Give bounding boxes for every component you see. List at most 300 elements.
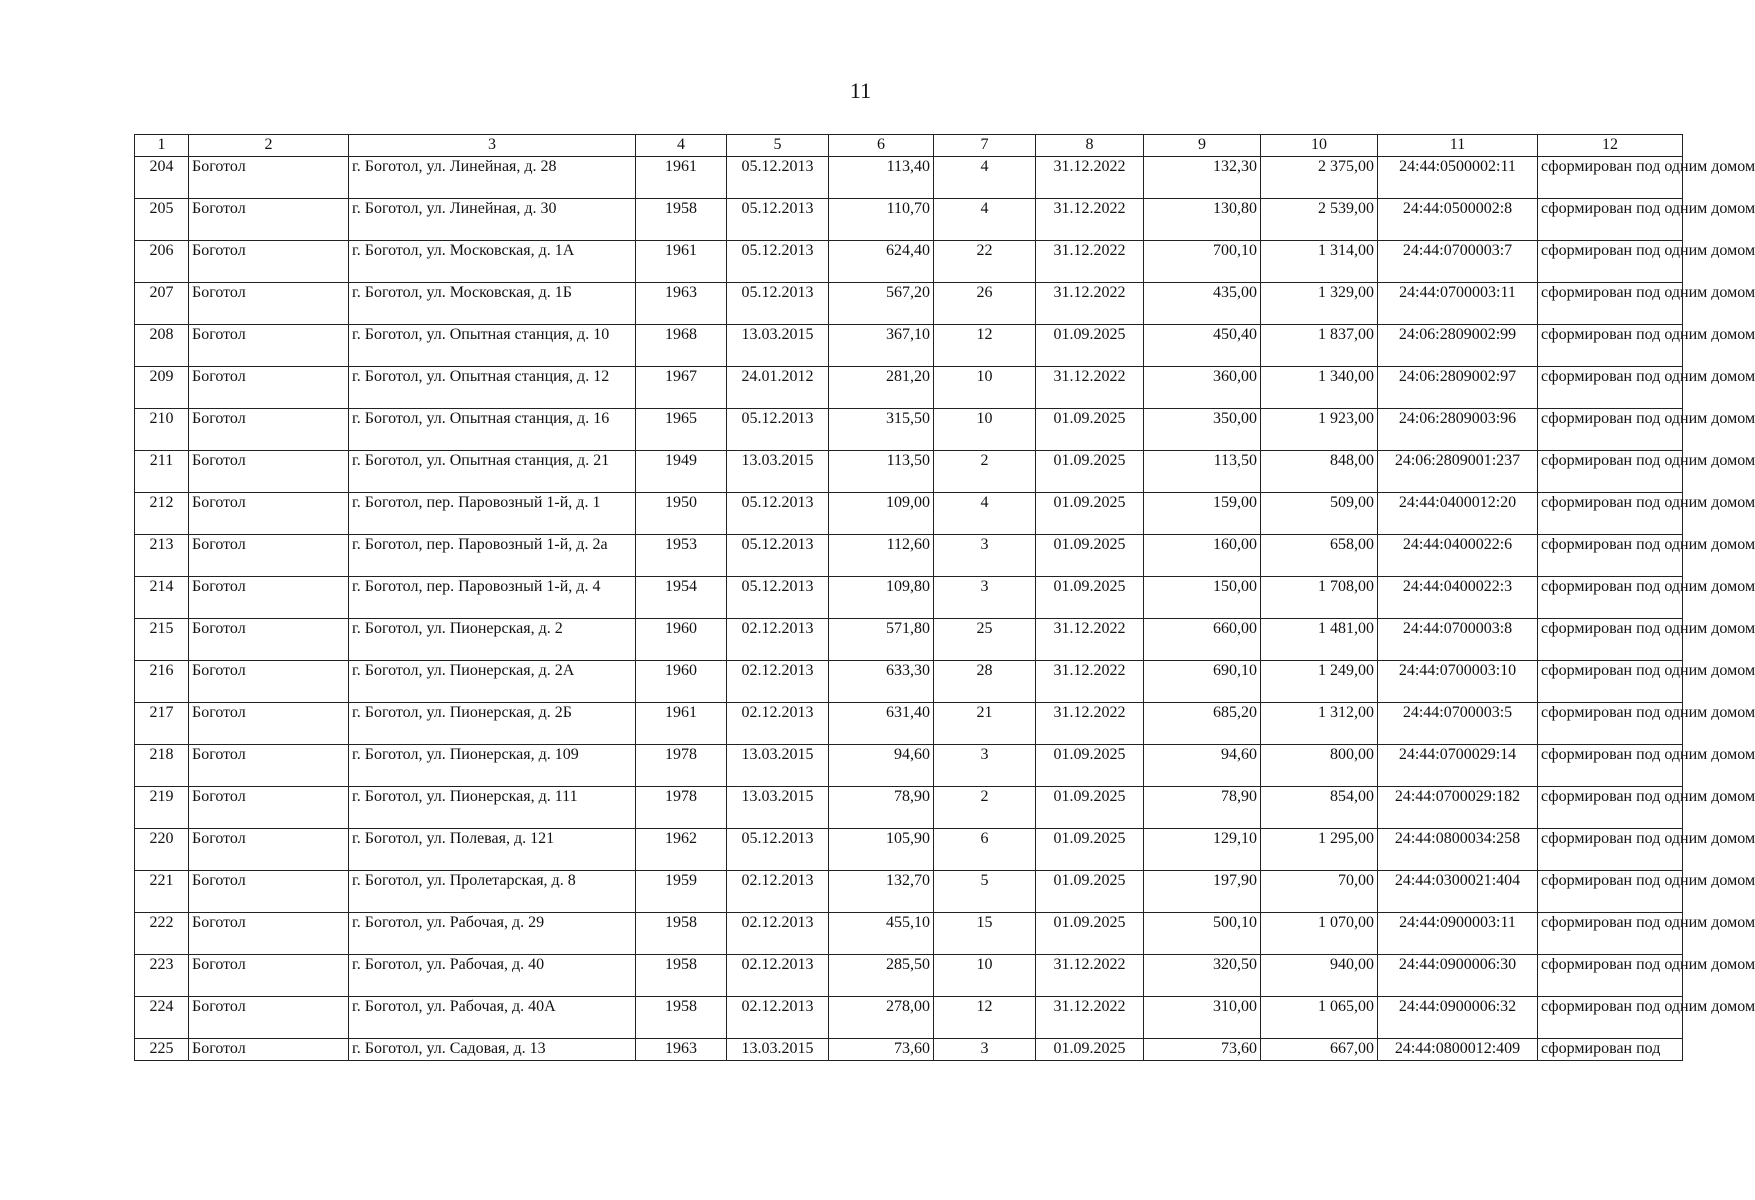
cell-total-area: 197,90 <box>1144 871 1261 913</box>
column-header: 9 <box>1144 135 1261 157</box>
cell-address: г. Боготол, ул. Пионерская, д. 111 <box>349 787 636 829</box>
table-body <box>135 157 1755 1061</box>
cell-build-year: 1958 <box>636 199 727 241</box>
cell-cadastral-number: 24:44:0400022:3 <box>1378 577 1538 619</box>
cell-address: г. Боготол, ул. Опытная станция, д. 12 <box>349 367 636 409</box>
cell-land-status: сформирован под одним домом <box>1538 661 1683 703</box>
cell-area: 315,50 <box>829 409 934 451</box>
cell-address: г. Боготол, ул. Рабочая, д. 29 <box>349 913 636 955</box>
cell-row-number: 211 <box>135 451 189 493</box>
cell-build-year: 1949 <box>636 451 727 493</box>
cell-build-year: 1961 <box>636 703 727 745</box>
table-row <box>135 283 1683 325</box>
cell-row-number: 208 <box>135 325 189 367</box>
cell-inclusion-date: 13.03.2015 <box>727 451 829 493</box>
cell-residents: 10 <box>934 409 1036 451</box>
column-header: 7 <box>934 135 1036 157</box>
cell-inclusion-date: 24.01.2012 <box>727 367 829 409</box>
cell-total-area: 130,80 <box>1144 199 1261 241</box>
cell-land-status: сформирован под одним домом <box>1538 283 1683 325</box>
cell-relocation-deadline: 01.09.2025 <box>1036 745 1144 787</box>
cell-cadastral-number: 24:44:0700029:182 <box>1378 787 1538 829</box>
cell-land-area: 1 481,00 <box>1261 619 1378 661</box>
cell-inclusion-date: 13.03.2015 <box>727 745 829 787</box>
table-row <box>135 1039 1683 1061</box>
cell-inclusion-date: 05.12.2013 <box>727 283 829 325</box>
cell-land-status: сформирован под одним домом <box>1538 997 1683 1039</box>
table-row <box>135 577 1683 619</box>
cell-land-area: 1 312,00 <box>1261 703 1378 745</box>
table-row <box>135 829 1683 871</box>
cell-residents: 10 <box>934 367 1036 409</box>
cell-residents: 2 <box>934 787 1036 829</box>
cell-relocation-deadline: 31.12.2022 <box>1036 241 1144 283</box>
cell-inclusion-date: 02.12.2013 <box>727 661 829 703</box>
cell-address: г. Боготол, ул. Пионерская, д. 2 <box>349 619 636 661</box>
cell-total-area: 132,30 <box>1144 157 1261 199</box>
page-number: 11 <box>849 78 872 103</box>
cell-total-area: 690,10 <box>1144 661 1261 703</box>
cell-residents: 3 <box>934 1039 1036 1061</box>
column-header: 8 <box>1036 135 1144 157</box>
cell-address: г. Боготол, ул. Опытная станция, д. 21 <box>349 451 636 493</box>
cell-area: 109,80 <box>829 577 934 619</box>
column-header: 10 <box>1261 135 1378 157</box>
cell-row-number: 214 <box>135 577 189 619</box>
cell-relocation-deadline: 31.12.2022 <box>1036 619 1144 661</box>
cell-address: г. Боготол, ул. Опытная станция, д. 10 <box>349 325 636 367</box>
cell-relocation-deadline: 31.12.2022 <box>1036 367 1144 409</box>
cell-relocation-deadline: 31.12.2022 <box>1036 955 1144 997</box>
cell-land-area: 800,00 <box>1261 745 1378 787</box>
cell-municipality: Боготол <box>189 199 349 241</box>
cell-municipality: Боготол <box>189 157 349 199</box>
table-row <box>135 913 1683 955</box>
table-row <box>135 199 1683 241</box>
cell-inclusion-date: 02.12.2013 <box>727 703 829 745</box>
cell-row-number: 223 <box>135 955 189 997</box>
cell-cadastral-number: 24:06:2809003:96 <box>1378 409 1538 451</box>
cell-municipality: Боготол <box>189 745 349 787</box>
cell-cadastral-number: 24:44:0900003:11 <box>1378 913 1538 955</box>
column-header: 2 <box>189 135 349 157</box>
cell-total-area: 350,00 <box>1144 409 1261 451</box>
cell-relocation-deadline: 01.09.2025 <box>1036 577 1144 619</box>
column-header: 6 <box>829 135 934 157</box>
table-row <box>135 661 1683 703</box>
cell-cadastral-number: 24:44:0700003:7 <box>1378 241 1538 283</box>
table-row <box>135 409 1683 451</box>
cell-address: г. Боготол, ул. Московская, д. 1Б <box>349 283 636 325</box>
cell-inclusion-date: 05.12.2013 <box>727 493 829 535</box>
cell-build-year: 1953 <box>636 535 727 577</box>
table-row <box>135 325 1683 367</box>
cell-land-area: 940,00 <box>1261 955 1378 997</box>
cell-relocation-deadline: 01.09.2025 <box>1036 409 1144 451</box>
cell-row-number: 209 <box>135 367 189 409</box>
cell-cadastral-number: 24:44:0400012:20 <box>1378 493 1538 535</box>
cell-cadastral-number: 24:06:2809001:237 <box>1378 451 1538 493</box>
cell-land-area: 1 923,00 <box>1261 409 1378 451</box>
cell-municipality: Боготол <box>189 997 349 1039</box>
cell-build-year: 1958 <box>636 955 727 997</box>
cell-area: 132,70 <box>829 871 934 913</box>
cell-municipality: Боготол <box>189 787 349 829</box>
cell-relocation-deadline: 31.12.2022 <box>1036 283 1144 325</box>
cell-cadastral-number: 24:44:0700003:8 <box>1378 619 1538 661</box>
cell-cadastral-number: 24:44:0800034:258 <box>1378 829 1538 871</box>
table-row <box>135 619 1683 661</box>
cell-total-area: 73,60 <box>1144 1039 1261 1061</box>
cell-land-area: 658,00 <box>1261 535 1378 577</box>
cell-inclusion-date: 05.12.2013 <box>727 241 829 283</box>
cell-build-year: 1960 <box>636 661 727 703</box>
table-row <box>135 367 1683 409</box>
cell-inclusion-date: 05.12.2013 <box>727 409 829 451</box>
cell-total-area: 159,00 <box>1144 493 1261 535</box>
cell-inclusion-date: 02.12.2013 <box>727 619 829 661</box>
cell-municipality: Боготол <box>189 619 349 661</box>
cell-address: г. Боготол, ул. Пионерская, д. 109 <box>349 745 636 787</box>
cell-address: г. Боготол, пер. Паровозный 1-й, д. 2а <box>349 535 636 577</box>
column-number-row <box>135 135 1683 157</box>
table-row <box>135 955 1683 997</box>
cell-inclusion-date: 02.12.2013 <box>727 955 829 997</box>
cell-build-year: 1961 <box>636 157 727 199</box>
cell-row-number: 205 <box>135 199 189 241</box>
cell-address: г. Боготол, ул. Линейная, д. 28 <box>349 157 636 199</box>
cell-inclusion-date: 13.03.2015 <box>727 325 829 367</box>
cell-build-year: 1954 <box>636 577 727 619</box>
cell-total-area: 129,10 <box>1144 829 1261 871</box>
cell-address: г. Боготол, пер. Паровозный 1-й, д. 1 <box>349 493 636 535</box>
cell-cadastral-number: 24:44:0700003:11 <box>1378 283 1538 325</box>
cell-municipality: Боготол <box>189 325 349 367</box>
cell-cadastral-number: 24:44:0400022:6 <box>1378 535 1538 577</box>
cell-land-status: сформирован под одним домом <box>1538 913 1683 955</box>
cell-area: 113,50 <box>829 451 934 493</box>
cell-row-number: 217 <box>135 703 189 745</box>
cell-inclusion-date: 05.12.2013 <box>727 157 829 199</box>
cell-row-number: 225 <box>135 1039 189 1061</box>
cell-relocation-deadline: 31.12.2022 <box>1036 199 1144 241</box>
cell-relocation-deadline: 01.09.2025 <box>1036 325 1144 367</box>
cell-land-area: 1 314,00 <box>1261 241 1378 283</box>
cell-total-area: 450,40 <box>1144 325 1261 367</box>
cell-land-area: 854,00 <box>1261 787 1378 829</box>
cell-address: г. Боготол, ул. Линейная, д. 30 <box>349 199 636 241</box>
cell-build-year: 1961 <box>636 241 727 283</box>
cell-residents: 25 <box>934 619 1036 661</box>
table-row <box>135 493 1683 535</box>
cell-area: 367,10 <box>829 325 934 367</box>
table-row <box>135 157 1683 199</box>
cell-relocation-deadline: 01.09.2025 <box>1036 829 1144 871</box>
cell-inclusion-date: 05.12.2013 <box>727 829 829 871</box>
cell-residents: 2 <box>934 451 1036 493</box>
cell-residents: 15 <box>934 913 1036 955</box>
cell-total-area: 500,10 <box>1144 913 1261 955</box>
table-row <box>135 997 1683 1039</box>
cell-municipality: Боготол <box>189 661 349 703</box>
cell-address: г. Боготол, ул. Полевая, д. 121 <box>349 829 636 871</box>
cell-residents: 6 <box>934 829 1036 871</box>
cell-municipality: Боготол <box>189 241 349 283</box>
cell-land-status: сформирован под одним домом <box>1538 241 1683 283</box>
cell-residents: 10 <box>934 955 1036 997</box>
cell-area: 110,70 <box>829 199 934 241</box>
cell-relocation-deadline: 01.09.2025 <box>1036 871 1144 913</box>
table-row <box>135 703 1683 745</box>
cell-total-area: 150,00 <box>1144 577 1261 619</box>
cell-address: г. Боготол, ул. Московская, д. 1А <box>349 241 636 283</box>
cell-land-area: 1 708,00 <box>1261 577 1378 619</box>
cell-land-status: сформирован под одним домом <box>1538 451 1683 493</box>
cell-inclusion-date: 02.12.2013 <box>727 913 829 955</box>
cell-municipality: Боготол <box>189 367 349 409</box>
cell-row-number: 210 <box>135 409 189 451</box>
cell-residents: 4 <box>934 199 1036 241</box>
cell-land-status: сформирован под одним домом <box>1538 829 1683 871</box>
cell-area: 112,60 <box>829 535 934 577</box>
cell-relocation-deadline: 31.12.2022 <box>1036 703 1144 745</box>
cell-row-number: 224 <box>135 997 189 1039</box>
cell-municipality: Боготол <box>189 955 349 997</box>
cell-municipality: Боготол <box>189 913 349 955</box>
cell-cadastral-number: 24:44:0800012:409 <box>1378 1039 1538 1061</box>
cell-relocation-deadline: 01.09.2025 <box>1036 493 1144 535</box>
cell-address: г. Боготол, ул. Садовая, д. 13 <box>349 1039 636 1061</box>
cell-municipality: Боготол <box>189 871 349 913</box>
cell-land-status: сформирован под одним домом <box>1538 703 1683 745</box>
cell-area: 113,40 <box>829 157 934 199</box>
cell-land-area: 1 295,00 <box>1261 829 1378 871</box>
cell-inclusion-date: 02.12.2013 <box>727 997 829 1039</box>
cell-inclusion-date: 05.12.2013 <box>727 577 829 619</box>
cell-relocation-deadline: 31.12.2022 <box>1036 997 1144 1039</box>
cell-total-area: 360,00 <box>1144 367 1261 409</box>
cell-cadastral-number: 24:44:0700029:14 <box>1378 745 1538 787</box>
cell-area: 624,40 <box>829 241 934 283</box>
cell-land-status: сформирован под <box>1538 1039 1683 1061</box>
cell-land-status: сформирован под одним домом <box>1538 493 1683 535</box>
cell-cadastral-number: 24:44:0900006:30 <box>1378 955 1538 997</box>
cell-residents: 4 <box>934 493 1036 535</box>
table-row <box>135 451 1683 493</box>
cell-residents: 4 <box>934 157 1036 199</box>
cell-area: 455,10 <box>829 913 934 955</box>
cell-build-year: 1978 <box>636 745 727 787</box>
cell-inclusion-date: 05.12.2013 <box>727 199 829 241</box>
cell-address: г. Боготол, ул. Рабочая, д. 40А <box>349 997 636 1039</box>
cell-inclusion-date: 02.12.2013 <box>727 871 829 913</box>
cell-land-status: сформирован под одним домом <box>1538 787 1683 829</box>
cell-area: 285,50 <box>829 955 934 997</box>
cell-cadastral-number: 24:44:0700003:5 <box>1378 703 1538 745</box>
cell-build-year: 1958 <box>636 997 727 1039</box>
cell-land-status: сформирован под одним домом <box>1538 871 1683 913</box>
column-header: 4 <box>636 135 727 157</box>
cell-area: 78,90 <box>829 787 934 829</box>
cell-inclusion-date: 13.03.2015 <box>727 787 829 829</box>
cell-build-year: 1960 <box>636 619 727 661</box>
column-header: 11 <box>1378 135 1538 157</box>
cell-municipality: Боготол <box>189 283 349 325</box>
cell-build-year: 1959 <box>636 871 727 913</box>
cell-cadastral-number: 24:44:0500002:11 <box>1378 157 1538 199</box>
cell-build-year: 1963 <box>636 283 727 325</box>
cell-municipality: Боготол <box>189 535 349 577</box>
cell-build-year: 1978 <box>636 787 727 829</box>
cell-land-area: 667,00 <box>1261 1039 1378 1061</box>
cell-municipality: Боготол <box>189 829 349 871</box>
column-header: 3 <box>349 135 636 157</box>
cell-row-number: 216 <box>135 661 189 703</box>
cell-build-year: 1965 <box>636 409 727 451</box>
cell-relocation-deadline: 01.09.2025 <box>1036 451 1144 493</box>
cell-land-status: сформирован под одним домом <box>1538 199 1683 241</box>
cell-land-area: 1 837,00 <box>1261 325 1378 367</box>
cell-residents: 26 <box>934 283 1036 325</box>
cell-area: 571,80 <box>829 619 934 661</box>
cell-total-area: 113,50 <box>1144 451 1261 493</box>
cell-area: 105,90 <box>829 829 934 871</box>
cell-inclusion-date: 05.12.2013 <box>727 535 829 577</box>
cell-build-year: 1950 <box>636 493 727 535</box>
cell-cadastral-number: 24:06:2809002:97 <box>1378 367 1538 409</box>
cell-row-number: 204 <box>135 157 189 199</box>
cell-row-number: 220 <box>135 829 189 871</box>
cell-relocation-deadline: 01.09.2025 <box>1036 913 1144 955</box>
cell-row-number: 215 <box>135 619 189 661</box>
table-row <box>135 871 1683 913</box>
cell-build-year: 1963 <box>636 1039 727 1061</box>
cell-land-area: 1 065,00 <box>1261 997 1378 1039</box>
cell-land-status: сформирован под одним домом <box>1538 535 1683 577</box>
cell-area: 94,60 <box>829 745 934 787</box>
cell-area: 278,00 <box>829 997 934 1039</box>
table-row <box>135 787 1683 829</box>
cell-residents: 12 <box>934 997 1036 1039</box>
cell-area: 567,20 <box>829 283 934 325</box>
cell-residents: 21 <box>934 703 1036 745</box>
cell-relocation-deadline: 01.09.2025 <box>1036 535 1144 577</box>
cell-area: 281,20 <box>829 367 934 409</box>
cell-total-area: 320,50 <box>1144 955 1261 997</box>
cell-land-status: сформирован под одним домом <box>1538 325 1683 367</box>
cell-address: г. Боготол, ул. Опытная станция, д. 16 <box>349 409 636 451</box>
cell-land-area: 1 070,00 <box>1261 913 1378 955</box>
cell-land-area: 2 539,00 <box>1261 199 1378 241</box>
cell-land-area: 848,00 <box>1261 451 1378 493</box>
cell-row-number: 222 <box>135 913 189 955</box>
cell-land-status: сформирован под одним домом <box>1538 157 1683 199</box>
cell-address: г. Боготол, ул. Пролетарская, д. 8 <box>349 871 636 913</box>
cell-land-area: 1 249,00 <box>1261 661 1378 703</box>
cell-cadastral-number: 24:44:0300021:404 <box>1378 871 1538 913</box>
cell-total-area: 700,10 <box>1144 241 1261 283</box>
cell-residents: 5 <box>934 871 1036 913</box>
cell-residents: 3 <box>934 745 1036 787</box>
cell-relocation-deadline: 01.09.2025 <box>1036 1039 1144 1061</box>
cell-municipality: Боготол <box>189 451 349 493</box>
cell-municipality: Боготол <box>189 493 349 535</box>
cell-total-area: 435,00 <box>1144 283 1261 325</box>
cell-build-year: 1962 <box>636 829 727 871</box>
cell-municipality: Боготол <box>189 703 349 745</box>
cell-land-status: сформирован под одним домом <box>1538 577 1683 619</box>
cell-build-year: 1958 <box>636 913 727 955</box>
cell-land-area: 1 329,00 <box>1261 283 1378 325</box>
cell-total-area: 685,20 <box>1144 703 1261 745</box>
cell-land-area: 2 375,00 <box>1261 157 1378 199</box>
cell-build-year: 1968 <box>636 325 727 367</box>
cell-land-area: 70,00 <box>1261 871 1378 913</box>
cell-area: 631,40 <box>829 703 934 745</box>
cell-address: г. Боготол, пер. Паровозный 1-й, д. 4 <box>349 577 636 619</box>
cell-area: 73,60 <box>829 1039 934 1061</box>
cell-land-status: сформирован под одним домом <box>1538 619 1683 661</box>
cell-municipality: Боготол <box>189 409 349 451</box>
column-header: 1 <box>135 135 189 157</box>
cell-row-number: 206 <box>135 241 189 283</box>
cell-total-area: 78,90 <box>1144 787 1261 829</box>
cell-municipality: Боготол <box>189 577 349 619</box>
cell-land-status: сформирован под одним домом <box>1538 745 1683 787</box>
cell-relocation-deadline: 31.12.2022 <box>1036 661 1144 703</box>
cell-inclusion-date: 13.03.2015 <box>727 1039 829 1061</box>
cell-cadastral-number: 24:44:0500002:8 <box>1378 199 1538 241</box>
cell-cadastral-number: 24:06:2809002:99 <box>1378 325 1538 367</box>
cell-address: г. Боготол, ул. Рабочая, д. 40 <box>349 955 636 997</box>
table-row <box>135 535 1683 577</box>
cell-total-area: 310,00 <box>1144 997 1261 1039</box>
cell-area: 109,00 <box>829 493 934 535</box>
cell-row-number: 212 <box>135 493 189 535</box>
cell-residents: 22 <box>934 241 1036 283</box>
cell-total-area: 660,00 <box>1144 619 1261 661</box>
cell-residents: 28 <box>934 661 1036 703</box>
cell-row-number: 219 <box>135 787 189 829</box>
cell-cadastral-number: 24:44:0900006:32 <box>1378 997 1538 1039</box>
cell-total-area: 160,00 <box>1144 535 1261 577</box>
cell-row-number: 221 <box>135 871 189 913</box>
housing-registry-table <box>134 134 1755 1061</box>
cell-cadastral-number: 24:44:0700003:10 <box>1378 661 1538 703</box>
cell-row-number: 213 <box>135 535 189 577</box>
cell-relocation-deadline: 01.09.2025 <box>1036 787 1144 829</box>
cell-land-status: сформирован под одним домом <box>1538 367 1683 409</box>
cell-area: 633,30 <box>829 661 934 703</box>
cell-residents: 3 <box>934 577 1036 619</box>
cell-relocation-deadline: 31.12.2022 <box>1036 157 1144 199</box>
table-row <box>135 745 1683 787</box>
column-header: 12 <box>1538 135 1683 157</box>
cell-build-year: 1967 <box>636 367 727 409</box>
cell-address: г. Боготол, ул. Пионерская, д. 2А <box>349 661 636 703</box>
cell-land-area: 1 340,00 <box>1261 367 1378 409</box>
cell-row-number: 218 <box>135 745 189 787</box>
column-header: 5 <box>727 135 829 157</box>
table-row <box>135 241 1683 283</box>
cell-row-number: 207 <box>135 283 189 325</box>
cell-land-area: 509,00 <box>1261 493 1378 535</box>
cell-residents: 12 <box>934 325 1036 367</box>
cell-address: г. Боготол, ул. Пионерская, д. 2Б <box>349 703 636 745</box>
cell-municipality: Боготол <box>189 1039 349 1061</box>
cell-land-status: сформирован под одним домом <box>1538 409 1683 451</box>
cell-residents: 3 <box>934 535 1036 577</box>
